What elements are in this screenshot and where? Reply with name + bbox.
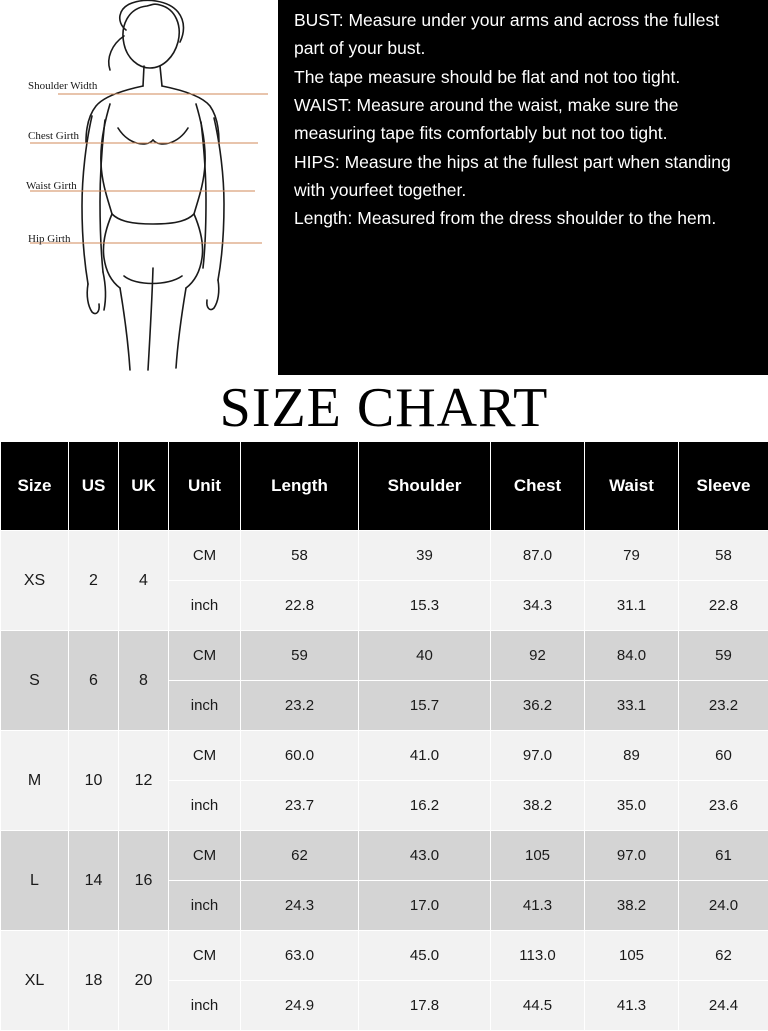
- cell-unit: CM: [169, 831, 241, 881]
- cell-chest: 38.2: [491, 781, 585, 831]
- cell-waist: 38.2: [585, 881, 679, 931]
- column-header-size: Size: [1, 442, 69, 531]
- cell-length: 62: [241, 831, 359, 881]
- cell-shoulder: 40: [359, 631, 491, 681]
- cell-uk: 20: [119, 931, 169, 1031]
- cell-waist: 89: [585, 731, 679, 781]
- label-shoulder-width: Shoulder Width: [28, 80, 97, 92]
- cell-size: XL: [1, 931, 69, 1031]
- cell-us: 10: [69, 731, 119, 831]
- instruction-waist: WAIST: Measure around the waist, make sure the measuring tape fits comfortably but not too tight.: [294, 91, 752, 148]
- table-row: [1, 531, 768, 581]
- cell-waist: 33.1: [585, 681, 679, 731]
- column-header-chest: Chest: [491, 442, 585, 531]
- cell-waist: 31.1: [585, 581, 679, 631]
- cell-shoulder: 15.7: [359, 681, 491, 731]
- cell-shoulder: 15.3: [359, 581, 491, 631]
- cell-sleeve: 59: [679, 631, 768, 681]
- cell-uk: 4: [119, 531, 169, 631]
- table-row: [1, 631, 768, 681]
- cell-length: 22.8: [241, 581, 359, 631]
- cell-chest: 34.3: [491, 581, 585, 631]
- cell-uk: 16: [119, 831, 169, 931]
- cell-unit: inch: [169, 981, 241, 1031]
- cell-sleeve: 58: [679, 531, 768, 581]
- cell-shoulder: 39: [359, 531, 491, 581]
- cell-length: 60.0: [241, 731, 359, 781]
- cell-waist: 84.0: [585, 631, 679, 681]
- cell-chest: 87.0: [491, 531, 585, 581]
- cell-unit: CM: [169, 531, 241, 581]
- label-hip-girth: Hip Girth: [28, 233, 70, 245]
- column-header-shoulder: Shoulder: [359, 442, 491, 531]
- cell-chest: 113.0: [491, 931, 585, 981]
- cell-waist: 35.0: [585, 781, 679, 831]
- cell-unit: inch: [169, 881, 241, 931]
- column-header-waist: Waist: [585, 442, 679, 531]
- cell-uk: 12: [119, 731, 169, 831]
- cell-sleeve: 23.6: [679, 781, 768, 831]
- cell-length: 23.2: [241, 681, 359, 731]
- cell-sleeve: 61: [679, 831, 768, 881]
- cell-waist: 79: [585, 531, 679, 581]
- cell-shoulder: 43.0: [359, 831, 491, 881]
- cell-length: 58: [241, 531, 359, 581]
- page-title: SIZE CHART: [220, 380, 549, 436]
- cell-waist: 41.3: [585, 981, 679, 1031]
- table-header-row: [1, 442, 768, 531]
- label-waist-girth: Waist Girth: [26, 180, 77, 192]
- instruction-length: Length: Measured from the dress shoulder to the hem.: [294, 204, 752, 232]
- body-measurement-figure: [0, 0, 278, 375]
- cell-waist: 97.0: [585, 831, 679, 881]
- cell-length: 59: [241, 631, 359, 681]
- cell-chest: 92: [491, 631, 585, 681]
- cell-sleeve: 62: [679, 931, 768, 981]
- column-header-sleeve: Sleeve: [679, 442, 768, 531]
- cell-shoulder: 41.0: [359, 731, 491, 781]
- cell-waist: 105: [585, 931, 679, 981]
- cell-chest: 41.3: [491, 881, 585, 931]
- cell-unit: inch: [169, 581, 241, 631]
- cell-unit: CM: [169, 931, 241, 981]
- cell-us: 18: [69, 931, 119, 1031]
- cell-sleeve: 23.2: [679, 681, 768, 731]
- cell-length: 63.0: [241, 931, 359, 981]
- instruction-tape: The tape measure should be flat and not too tight.: [294, 63, 752, 91]
- label-chest-girth: Chest Girth: [28, 130, 79, 142]
- cell-chest: 44.5: [491, 981, 585, 1031]
- cell-chest: 97.0: [491, 731, 585, 781]
- cell-shoulder: 45.0: [359, 931, 491, 981]
- column-header-unit: Unit: [169, 442, 241, 531]
- cell-size: L: [1, 831, 69, 931]
- cell-size: S: [1, 631, 69, 731]
- cell-sleeve: 22.8: [679, 581, 768, 631]
- measurement-instructions: [278, 0, 768, 375]
- cell-length: 23.7: [241, 781, 359, 831]
- table-row: [1, 831, 768, 881]
- cell-us: 2: [69, 531, 119, 631]
- cell-length: 24.3: [241, 881, 359, 931]
- column-header-uk: UK: [119, 442, 169, 531]
- cell-unit: CM: [169, 631, 241, 681]
- cell-unit: inch: [169, 781, 241, 831]
- cell-us: 6: [69, 631, 119, 731]
- cell-uk: 8: [119, 631, 169, 731]
- top-section: [0, 0, 768, 375]
- size-chart-table: [0, 441, 768, 1031]
- cell-size: XS: [1, 531, 69, 631]
- cell-us: 14: [69, 831, 119, 931]
- table-row: [1, 931, 768, 981]
- measurement-lines: [30, 94, 268, 243]
- column-header-length: Length: [241, 442, 359, 531]
- cell-sleeve: 60: [679, 731, 768, 781]
- column-header-us: US: [69, 442, 119, 531]
- page-title-wrap: [0, 375, 768, 441]
- cell-sleeve: 24.0: [679, 881, 768, 931]
- instruction-bust: BUST: Measure under your arms and across the fullest part of your bust.: [294, 6, 752, 63]
- cell-length: 24.9: [241, 981, 359, 1031]
- cell-chest: 36.2: [491, 681, 585, 731]
- table-row: [1, 731, 768, 781]
- cell-shoulder: 17.8: [359, 981, 491, 1031]
- instruction-hips: HIPS: Measure the hips at the fullest part when standing with yourfeet together.: [294, 148, 752, 205]
- cell-sleeve: 24.4: [679, 981, 768, 1031]
- cell-unit: CM: [169, 731, 241, 781]
- cell-shoulder: 17.0: [359, 881, 491, 931]
- cell-unit: inch: [169, 681, 241, 731]
- cell-shoulder: 16.2: [359, 781, 491, 831]
- cell-chest: 105: [491, 831, 585, 881]
- cell-size: M: [1, 731, 69, 831]
